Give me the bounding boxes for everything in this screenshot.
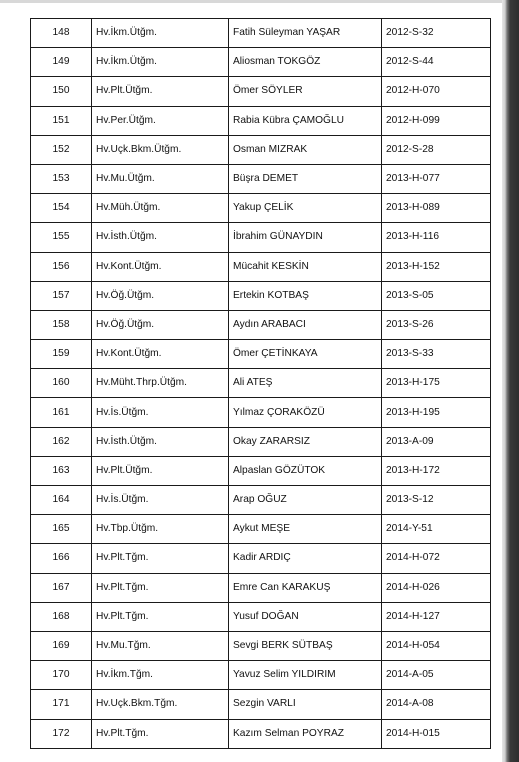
name-cell: Aliosman TOKGÖZ [229, 48, 382, 77]
name-cell: Kadir ARDIÇ [229, 544, 382, 573]
table-row [31, 77, 491, 106]
page-shadow [502, 0, 519, 762]
code-cell: 2013-H-172 [382, 456, 491, 485]
name-cell: Okay ZARARSIZ [229, 427, 382, 456]
name-cell: Arap OĞUZ [229, 486, 382, 515]
table-row [31, 427, 491, 456]
table-row [31, 719, 491, 748]
name-cell: Kazım Selman POYRAZ [229, 719, 382, 748]
name-cell: Sevgi BERK SÜTBAŞ [229, 631, 382, 660]
row-number-cell: 160 [31, 369, 92, 398]
table-row [31, 164, 491, 193]
row-number-cell: 162 [31, 427, 92, 456]
name-cell: Aykut MEŞE [229, 515, 382, 544]
table-row [31, 369, 491, 398]
code-cell: 2013-H-152 [382, 252, 491, 281]
row-number-cell: 171 [31, 690, 92, 719]
table-row [31, 281, 491, 310]
name-cell: Yakup ÇELİK [229, 194, 382, 223]
personnel-table-body [31, 19, 491, 749]
rank-cell: Hv.İkm.Ütğm. [92, 19, 229, 48]
name-cell: Fatih Süleyman YAŞAR [229, 19, 382, 48]
row-number-cell: 159 [31, 340, 92, 369]
name-cell: Büşra DEMET [229, 164, 382, 193]
rank-cell: Hv.Plt.Tğm. [92, 719, 229, 748]
code-cell: 2014-A-05 [382, 661, 491, 690]
table-row [31, 515, 491, 544]
rank-cell: Hv.İkm.Tğm. [92, 661, 229, 690]
rank-cell: Hv.Mu.Ütğm. [92, 164, 229, 193]
name-cell: Sezgin VARLI [229, 690, 382, 719]
name-cell: Ömer SÖYLER [229, 77, 382, 106]
rank-cell: Hv.Plt.Tğm. [92, 573, 229, 602]
name-cell: Emre Can KARAKUŞ [229, 573, 382, 602]
code-cell: 2014-H-054 [382, 631, 491, 660]
name-cell: Osman MIZRAK [229, 135, 382, 164]
row-number-cell: 156 [31, 252, 92, 281]
rank-cell: Hv.Plt.Tğm. [92, 544, 229, 573]
code-cell: 2013-S-33 [382, 340, 491, 369]
table-row [31, 106, 491, 135]
code-cell: 2014-H-072 [382, 544, 491, 573]
code-cell: 2014-Y-51 [382, 515, 491, 544]
table-row [31, 223, 491, 252]
name-cell: Ömer ÇETİNKAYA [229, 340, 382, 369]
code-cell: 2013-H-116 [382, 223, 491, 252]
name-cell: Aydın ARABACI [229, 310, 382, 339]
row-number-cell: 170 [31, 661, 92, 690]
code-cell: 2014-H-026 [382, 573, 491, 602]
table-row [31, 135, 491, 164]
row-number-cell: 164 [31, 486, 92, 515]
row-number-cell: 165 [31, 515, 92, 544]
row-number-cell: 148 [31, 19, 92, 48]
rank-cell: Hv.Kont.Ütğm. [92, 252, 229, 281]
code-cell: 2012-S-28 [382, 135, 491, 164]
rank-cell: Hv.İs.Ütğm. [92, 486, 229, 515]
code-cell: 2013-H-089 [382, 194, 491, 223]
name-cell: Rabia Kübra ÇAMOĞLU [229, 106, 382, 135]
row-number-cell: 158 [31, 310, 92, 339]
row-number-cell: 172 [31, 719, 92, 748]
rank-cell: Hv.İsth.Ütğm. [92, 427, 229, 456]
rank-cell: Hv.Kont.Ütğm. [92, 340, 229, 369]
table-row [31, 398, 491, 427]
code-cell: 2014-H-015 [382, 719, 491, 748]
row-number-cell: 154 [31, 194, 92, 223]
name-cell: Ertekin KOTBAŞ [229, 281, 382, 310]
table-row [31, 690, 491, 719]
row-number-cell: 150 [31, 77, 92, 106]
table-row [31, 456, 491, 485]
rank-cell: Hv.Öğ.Ütğm. [92, 281, 229, 310]
code-cell: 2013-H-195 [382, 398, 491, 427]
name-cell: Ali ATEŞ [229, 369, 382, 398]
rank-cell: Hv.Per.Ütğm. [92, 106, 229, 135]
table-row [31, 19, 491, 48]
name-cell: Yavuz Selim YILDIRIM [229, 661, 382, 690]
code-cell: 2014-H-127 [382, 602, 491, 631]
rank-cell: Hv.İkm.Ütğm. [92, 48, 229, 77]
table-row [31, 602, 491, 631]
table-row [31, 573, 491, 602]
table-row [31, 631, 491, 660]
row-number-cell: 167 [31, 573, 92, 602]
table-row [31, 48, 491, 77]
personnel-table [30, 18, 491, 749]
rank-cell: Hv.Plt.Tğm. [92, 602, 229, 631]
code-cell: 2012-S-44 [382, 48, 491, 77]
row-number-cell: 153 [31, 164, 92, 193]
table-row [31, 340, 491, 369]
row-number-cell: 152 [31, 135, 92, 164]
name-cell: Mücahit KESKİN [229, 252, 382, 281]
code-cell: 2013-H-175 [382, 369, 491, 398]
code-cell: 2014-A-08 [382, 690, 491, 719]
rank-cell: Hv.Mu.Tğm. [92, 631, 229, 660]
code-cell: 2013-S-12 [382, 486, 491, 515]
name-cell: İbrahim GÜNAYDIN [229, 223, 382, 252]
name-cell: Yusuf DOĞAN [229, 602, 382, 631]
table-row [31, 194, 491, 223]
code-cell: 2013-A-09 [382, 427, 491, 456]
table-row [31, 544, 491, 573]
page-top-edge [0, 0, 502, 3]
name-cell: Yılmaz ÇORAKÖZÜ [229, 398, 382, 427]
code-cell: 2012-H-099 [382, 106, 491, 135]
rank-cell: Hv.Tbp.Ütğm. [92, 515, 229, 544]
row-number-cell: 169 [31, 631, 92, 660]
code-cell: 2012-S-32 [382, 19, 491, 48]
row-number-cell: 163 [31, 456, 92, 485]
row-number-cell: 161 [31, 398, 92, 427]
code-cell: 2013-S-05 [382, 281, 491, 310]
table-row [31, 310, 491, 339]
row-number-cell: 149 [31, 48, 92, 77]
rank-cell: Hv.İsth.Ütğm. [92, 223, 229, 252]
rank-cell: Hv.Plt.Ütğm. [92, 456, 229, 485]
rank-cell: Hv.İs.Ütğm. [92, 398, 229, 427]
row-number-cell: 151 [31, 106, 92, 135]
rank-cell: Hv.Öğ.Ütğm. [92, 310, 229, 339]
row-number-cell: 166 [31, 544, 92, 573]
name-cell: Alpaslan GÖZÜTOK [229, 456, 382, 485]
rank-cell: Hv.Uçk.Bkm.Ütğm. [92, 135, 229, 164]
code-cell: 2012-H-070 [382, 77, 491, 106]
rank-cell: Hv.Müh.Ütğm. [92, 194, 229, 223]
rank-cell: Hv.Uçk.Bkm.Tğm. [92, 690, 229, 719]
code-cell: 2013-S-26 [382, 310, 491, 339]
table-row [31, 252, 491, 281]
code-cell: 2013-H-077 [382, 164, 491, 193]
row-number-cell: 155 [31, 223, 92, 252]
rank-cell: Hv.Müht.Thrp.Ütğm. [92, 369, 229, 398]
row-number-cell: 168 [31, 602, 92, 631]
row-number-cell: 157 [31, 281, 92, 310]
table-row [31, 661, 491, 690]
rank-cell: Hv.Plt.Ütğm. [92, 77, 229, 106]
table-row [31, 486, 491, 515]
